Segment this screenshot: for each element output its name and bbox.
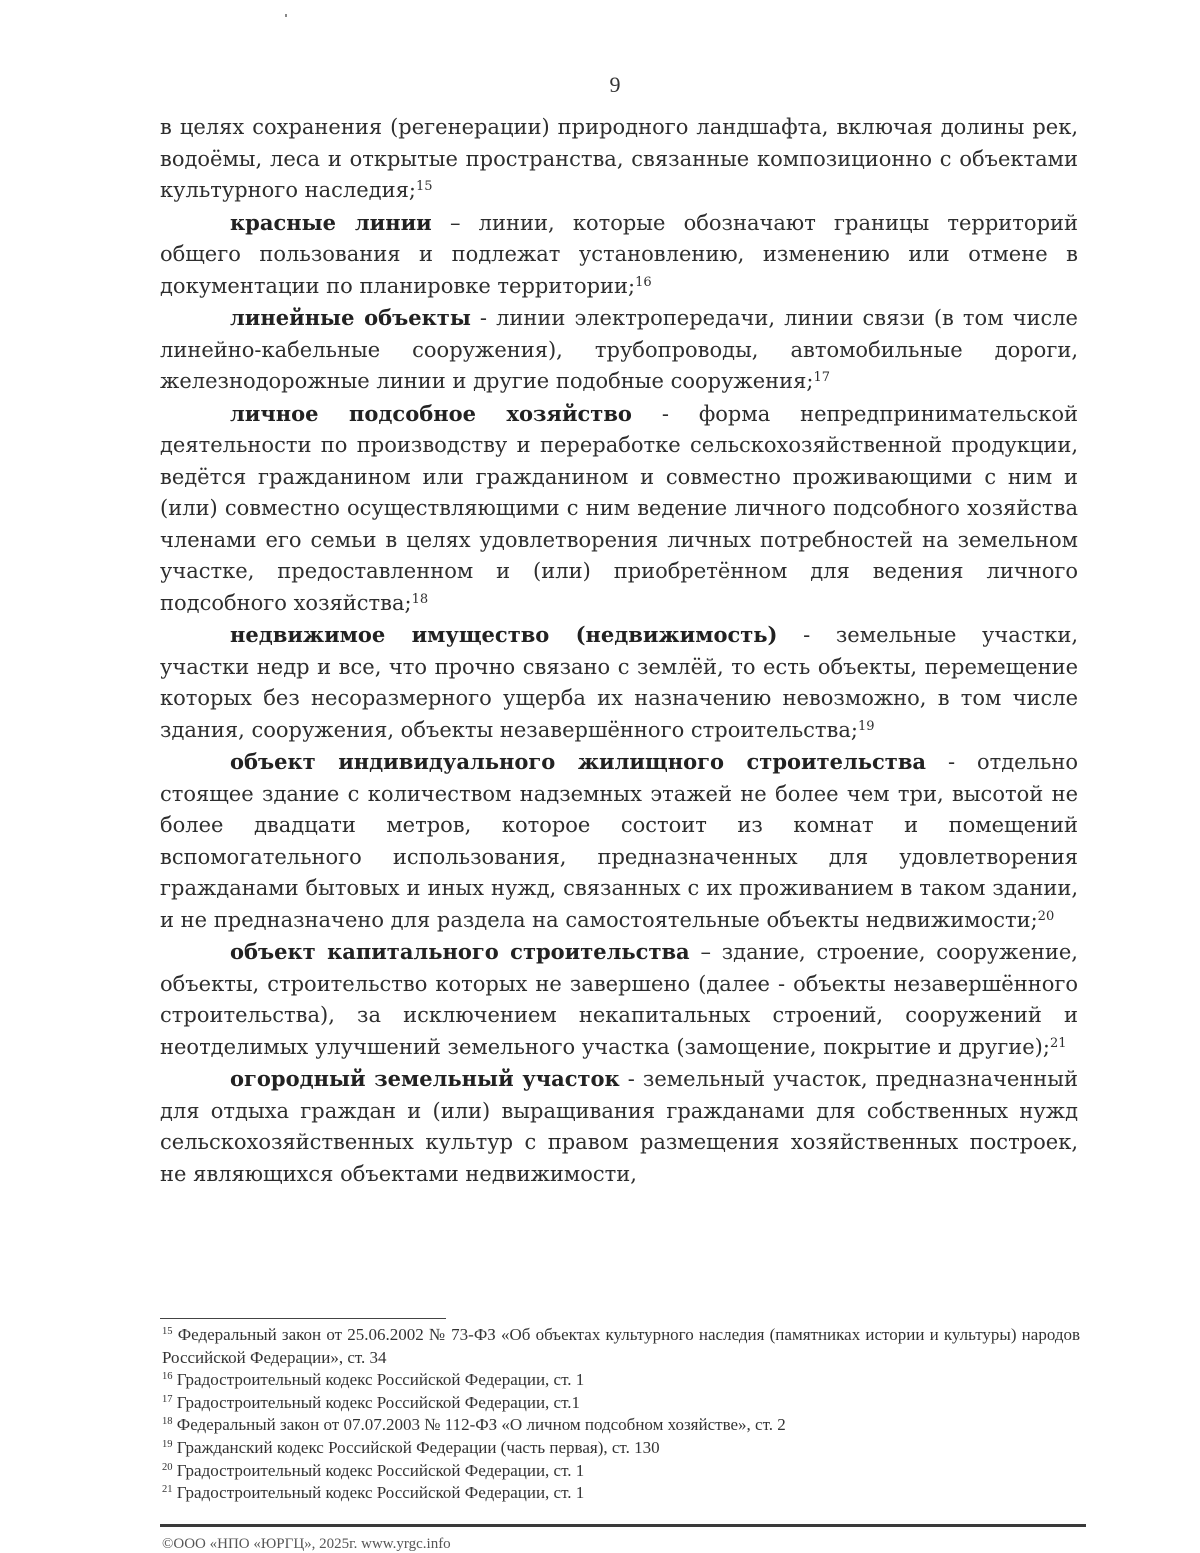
footnote-number: 21 (162, 1484, 173, 1496)
footnote (162, 1460, 1080, 1483)
footnote-separator (160, 1318, 446, 1319)
defined-term: личное подсобное хозяйство (230, 400, 632, 426)
footnote-text: Градостроительный кодекс Российской Федерации, ст. 1 (176, 1370, 585, 1390)
footnote-text: Федеральный закон от 25.06.2002 № 73-ФЗ «Об объектах культурного наследия (памятниках истории и культуры) народов Российской Федерации», ст. 34 (162, 1325, 1081, 1367)
footnote-ref: 21 (1049, 1035, 1067, 1051)
definition-paragraph (160, 746, 1078, 936)
footnote-ref: 19 (857, 718, 875, 734)
definition-text: – линии, которые обозначают границы территорий общего пользования и подлежат установлению, изменению или отмене в документации по планировке территории; (160, 210, 1079, 298)
definition-paragraph (160, 936, 1078, 1063)
paragraph (160, 112, 1078, 207)
footnote-number: 18 (162, 1416, 173, 1428)
defined-term: недвижимое имущество (недвижимость) (230, 622, 778, 647)
footnote-ref: 20 (1037, 908, 1055, 924)
definition-text: - форма непредпринимательской деятельности по производству и переработке сельскохозяйственной продукции, ведётся гражданином или гражданином и совместно проживающими с ним и (или) совместно осуществляющими с ним ведение личного подсобного хозяйства членами его семьи в целях удовлетворения личных потребностей на земельном участке, предоставленном и (или) приобретённом для ведения личного подсобного хозяйства; (160, 401, 1078, 615)
definition-text: - линии электропередачи, линии связи (в том числе линейно-кабельные сооружения), трубопроводы, автомобильные дороги, железнодорожные линии и другие подобные сооружения; (160, 306, 1078, 393)
defined-term: огородный земельный участок (230, 1066, 620, 1091)
definition-paragraph (160, 207, 1078, 303)
definition-text: - земельные участки, участки недр и все, что прочно связано с землёй, то есть объекты, перемещение которых без несоразмерного ущерба их назначению невозможно, в том числе здания, сооружения, объекты незавершённого строительства; (160, 623, 1078, 742)
footnote (162, 1437, 1080, 1460)
definition-paragraph (160, 302, 1078, 398)
footnote-text: Гражданский кодекс Российской Федерации (часть первая), ст. 130 (176, 1437, 660, 1457)
paragraph-text: в целях сохранения (регенерации) природного ландшафта, включая долины рек, водоёмы, леса и открытые пространства, связанные композиционно с объектами культурного наследия; (160, 115, 1078, 202)
footnote-ref: 15 (415, 178, 433, 194)
defined-term: объект индивидуального жилищного строительства (230, 749, 927, 774)
footnote-text: Градостроительный кодекс Российской Федерации, ст. 1 (176, 1483, 585, 1503)
definition-text: - земельный участок, предназначенный для отдыха граждан и (или) выращивания гражданами для собственных нужд сельскохозяйственных культур с правом размещения хозяйственных построек, не являющихся объектами недвижимости, (160, 1067, 1078, 1186)
footnote-number: 20 (162, 1461, 173, 1473)
footnote-ref: 17 (813, 369, 831, 385)
main-text (160, 112, 1078, 1190)
footnote-text: Градостроительный кодекс Российской Федерации, ст.1 (176, 1392, 581, 1412)
footnote (162, 1324, 1080, 1369)
defined-term: объект капитального строительства (230, 939, 690, 964)
footnote-number: 15 (162, 1326, 173, 1338)
definition-text: – здание, строение, сооружение, объекты, строительство которых не завершено (далее - объекты незавершённого строительства), за исключением некапитальных строений, сооружений и неотделимых улучшений земельного участка (замощение, покрытие и другие); (160, 940, 1078, 1059)
footnote-ref: 16 (635, 274, 652, 290)
footnote (162, 1392, 1080, 1415)
footnote-number: 17 (162, 1393, 173, 1405)
scan-speck (285, 14, 287, 17)
page-number: 9 (609, 72, 621, 97)
definition-paragraph (160, 619, 1078, 746)
footnote-text: Федеральный закон от 07.07.2003 № 112-ФЗ «О личном подсобном хозяйстве», ст. 2 (176, 1415, 786, 1435)
footnote-text: Градостроительный кодекс Российской Федерации, ст. 1 (176, 1460, 585, 1480)
defined-term: линейные объекты (230, 305, 471, 330)
footnote (162, 1369, 1080, 1392)
footnote-number: 16 (162, 1371, 173, 1383)
footnote (162, 1482, 1080, 1505)
definition-text: - отдельно стоящее здание с количеством надземных этажей не более чем три, высотой не более двадцати метров, которое состоит из комнат и помещений вспомогательного использования, предназначенных для удовлетворения гражданами бытовых и иных нужд, связанных с их проживанием в таком здании, и не предназначено для раздела на самостоятельные объекты недвижимости; (160, 750, 1078, 932)
footnote-number: 19 (162, 1439, 173, 1451)
footnote (162, 1414, 1080, 1437)
definition-paragraph (160, 1063, 1078, 1190)
definition-paragraph (160, 398, 1078, 620)
defined-term: красные линии (230, 209, 432, 235)
footer-copyright: ©ООО «НПО «ЮРГЦ», 2025г. www.yrgc.info (162, 1536, 451, 1552)
footnotes (162, 1324, 1080, 1505)
footer-separator (160, 1524, 1086, 1527)
footnote-ref: 18 (411, 591, 429, 607)
